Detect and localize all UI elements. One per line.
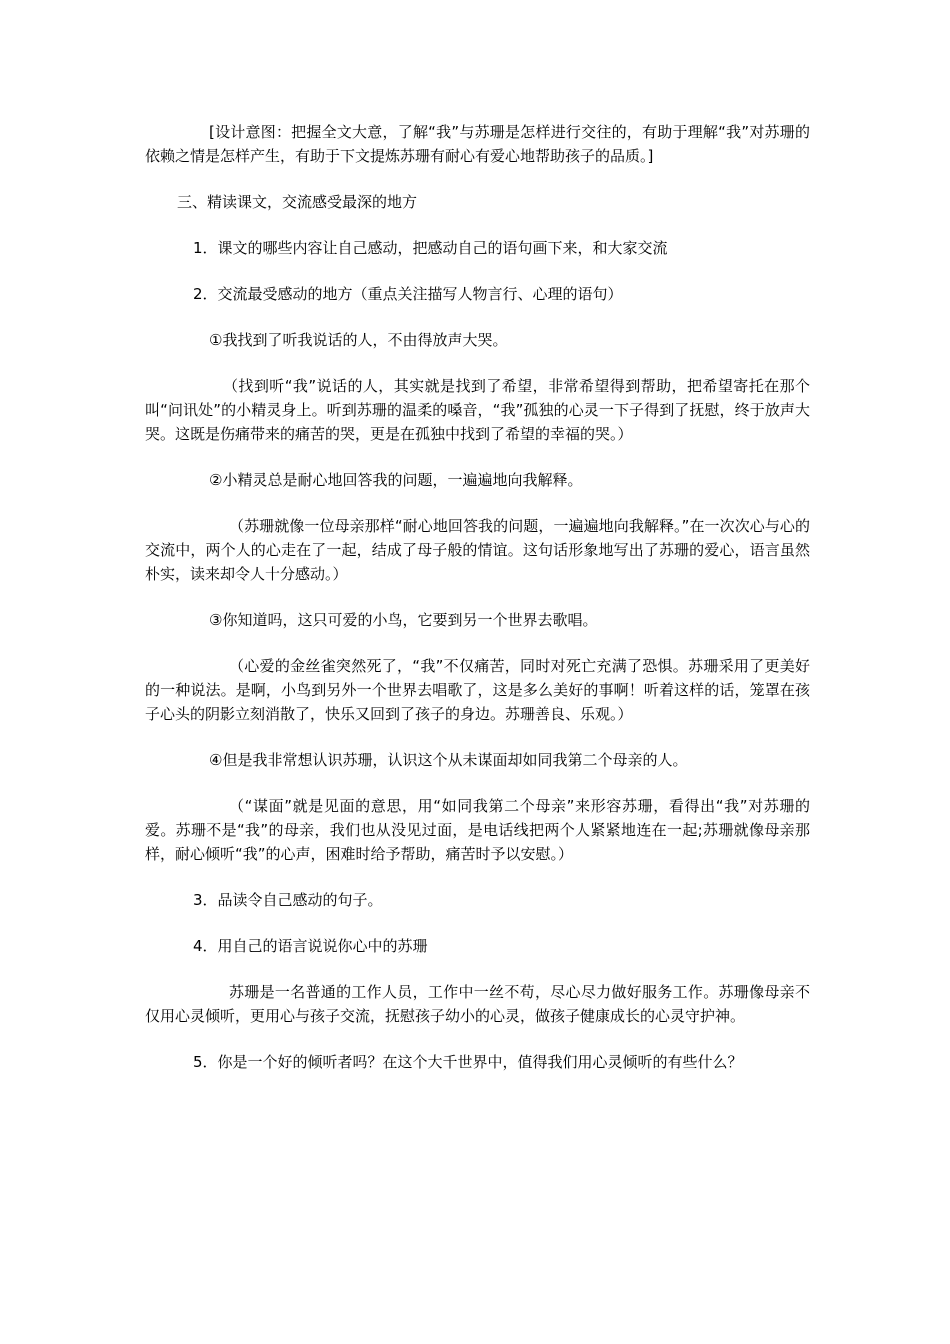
design-intent-paragraph: [设计意图：把握全文大意，了解“我”与苏珊是怎样进行交往的，有助于理解“我”对苏珊的依赖之情是怎样产生，有助于下文提炼苏珊有耐心有爱心地帮助孩子的品质。] bbox=[145, 123, 810, 165]
note-1: （找到听“我”说话的人，其实就是找到了希望，非常希望得到帮助，把希望寄托在那个叫“问讯处”的小精灵身上。听到苏珊的温柔的嗓音，“我”孤独的心灵一下子得到了抚慰，终于放声大哭。这既是伤痛带来的痛苦的哭，更是在孤独中找到了希望的幸福的哭。） bbox=[145, 377, 810, 443]
step-3: 3．品读令自己感动的句子。 bbox=[193, 891, 383, 909]
quote-2: ②小精灵总是耐心地回答我的问题，一遍遍地向我解释。 bbox=[209, 471, 583, 489]
note-2: （苏珊就像一位母亲那样“耐心地回答我的问题，一遍遍地向我解释。”在一次次心与心的交流中，两个人的心走在了一起，结成了母子般的情谊。这句话形象地写出了苏珊的爱心，语言虽然朴实，读来却令人十分感动。） bbox=[145, 517, 810, 583]
step-4: 4．用自己的语言说说你心中的苏珊 bbox=[193, 937, 428, 955]
note-4: （“谋面”就是见面的意思，用“如同我第二个母亲”来形容苏珊，看得出“我”对苏珊的爱。苏珊不是“我”的母亲，我们也从没见过面，是电话线把两个人紧紧地连在一起;苏珊就像母亲那样，耐心倾听“我”的心声，困难时给予帮助，痛苦时予以安慰。） bbox=[145, 797, 810, 863]
quote-1: ①我找到了听我说话的人，不由得放声大哭。 bbox=[209, 331, 508, 349]
step-5: 5．你是一个好的倾听者吗？在这个大千世界中，值得我们用心灵倾听的有些什么？ bbox=[193, 1053, 743, 1071]
note-3: （心爱的金丝雀突然死了，“我”不仅痛苦，同时对死亡充满了恐惧。苏珊采用了更美好的一种说法。是啊，小鸟到另外一个世界去唱歌了，这是多么美好的事啊！听着这样的话，笼罩在孩子心头的阴影立刻消散了，快乐又回到了孩子的身边。苏珊善良、乐观。） bbox=[145, 657, 810, 723]
step-2: 2．交流最受感动的地方（重点关注描写人物言行、心理的语句） bbox=[193, 285, 623, 303]
quote-3: ③你知道吗，这只可爱的小鸟，它要到另一个世界去歌唱。 bbox=[209, 611, 598, 629]
section-heading: 三、精读课文，交流感受最深的地方 bbox=[177, 193, 418, 211]
step-1: 1．课文的哪些内容让自己感动，把感动自己的语句画下来，和大家交流 bbox=[193, 239, 668, 257]
document-body bbox=[145, 120, 810, 1074]
quote-4: ④但是我非常想认识苏珊，认识这个从未谋面却如同我第二个母亲的人。 bbox=[209, 751, 688, 769]
summary-paragraph: 苏珊是一名普通的工作人员，工作中一丝不苟，尽心尽力做好服务工作。苏珊像母亲不仅用心灵倾听，更用心与孩子交流，抚慰孩子幼小的心灵，做孩子健康成长的心灵守护神。 bbox=[145, 983, 810, 1025]
